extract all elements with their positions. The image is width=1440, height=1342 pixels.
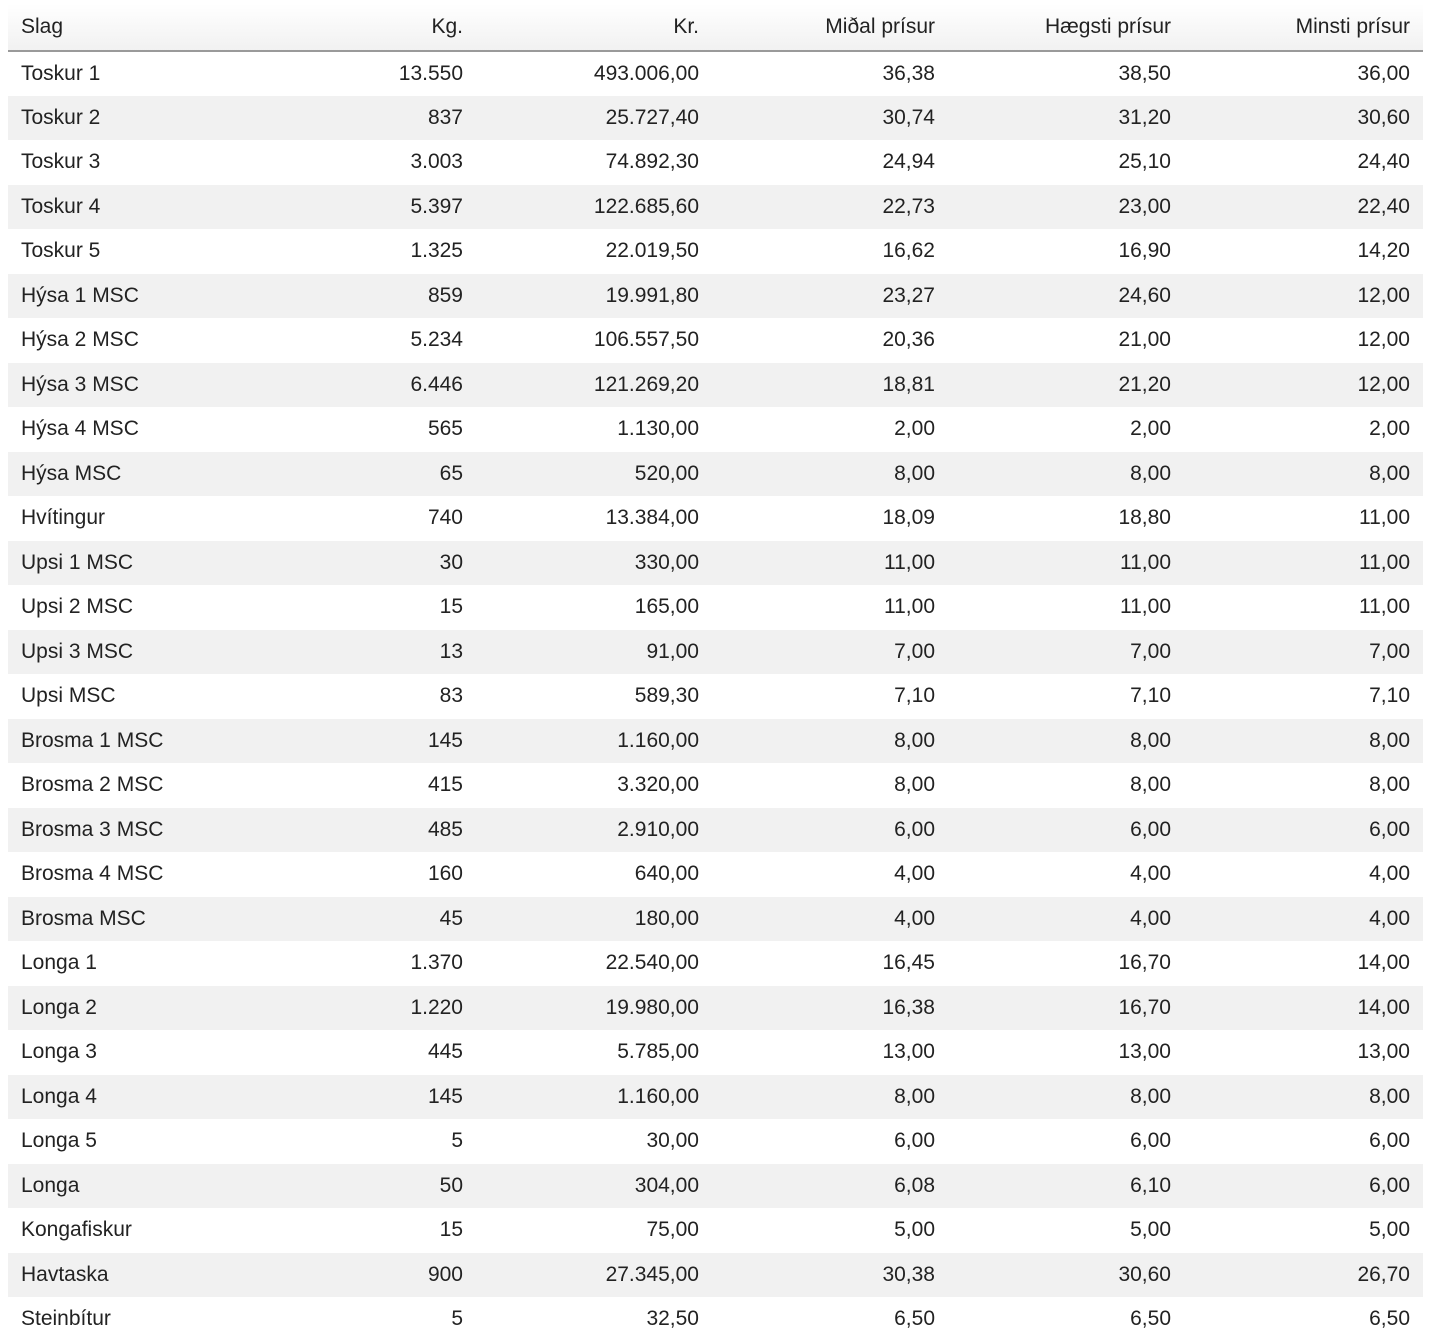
price-table — [8, 4, 1423, 1342]
column-header-slag[interactable]: Slag — [8, 4, 240, 51]
cell-slag: Kongafiskur — [21, 1218, 132, 1242]
cell-max-price: 11,00 — [1120, 595, 1171, 619]
table-row — [8, 274, 1423, 319]
cell-kr: 74.892,30 — [605, 150, 699, 174]
cell-slag: Brosma 3 MSC — [21, 817, 164, 841]
cell-min-price: 11,00 — [1359, 595, 1410, 619]
column-header-min-price[interactable]: Minsti prísur — [1184, 4, 1423, 51]
cell-avg-price: 16,45 — [882, 951, 935, 975]
cell-avg-price: 5,00 — [894, 1218, 935, 1242]
cell-slag: Upsi 2 MSC — [21, 595, 134, 619]
cell-max-price: 31,20 — [1118, 105, 1171, 129]
cell-avg-price: 36,38 — [882, 61, 935, 85]
cell-kr: 5.785,00 — [617, 1040, 699, 1064]
cell-max-price: 7,00 — [1130, 639, 1171, 663]
cell-kr: 180,00 — [634, 906, 699, 930]
cell-kr: 27.345,00 — [605, 1262, 699, 1286]
cell-kr: 122.685,60 — [593, 194, 699, 218]
cell-slag: Longa 2 — [21, 995, 97, 1019]
cell-kr: 493.006,00 — [593, 61, 699, 85]
cell-min-price: 2,00 — [1369, 417, 1410, 441]
cell-slag: Upsi MSC — [21, 684, 116, 708]
column-header-kg[interactable]: Kg. — [240, 4, 476, 51]
cell-slag: Upsi 1 MSC — [21, 550, 134, 574]
cell-max-price: 8,00 — [1130, 461, 1171, 485]
table-row — [8, 986, 1423, 1031]
table-row — [8, 808, 1423, 853]
table-row — [8, 1030, 1423, 1075]
cell-avg-price: 30,38 — [882, 1262, 935, 1286]
cell-slag: Hvítingur — [21, 506, 106, 530]
table-row — [8, 1253, 1423, 1298]
cell-kg: 5 — [451, 1307, 463, 1331]
table-row — [8, 452, 1423, 497]
cell-max-price: 38,50 — [1118, 61, 1171, 85]
cell-slag: Brosma MSC — [21, 906, 146, 930]
cell-slag: Longa 1 — [21, 951, 97, 975]
cell-slag: Toskur 1 — [21, 61, 101, 85]
table-header — [8, 4, 1423, 51]
cell-slag: Hýsa 3 MSC — [21, 372, 139, 396]
cell-slag: Hýsa MSC — [21, 461, 122, 485]
cell-avg-price: 30,74 — [882, 105, 935, 129]
cell-avg-price: 6,00 — [894, 1129, 935, 1153]
cell-max-price: 4,00 — [1130, 862, 1171, 886]
column-header-kr[interactable]: Kr. — [476, 4, 712, 51]
cell-max-price: 30,60 — [1118, 1262, 1171, 1286]
cell-max-price: 16,90 — [1118, 239, 1171, 263]
cell-kg: 145 — [427, 728, 463, 752]
cell-slag: Longa 3 — [21, 1040, 97, 1064]
cell-min-price: 11,00 — [1359, 506, 1410, 530]
table-row — [8, 897, 1423, 942]
cell-avg-price: 18,09 — [882, 506, 935, 530]
cell-kr: 1.130,00 — [617, 417, 699, 441]
cell-min-price: 12,00 — [1357, 283, 1410, 307]
cell-kr: 91,00 — [646, 639, 699, 663]
cell-kg: 50 — [439, 1173, 463, 1197]
table-row — [8, 1208, 1423, 1253]
table-row — [8, 363, 1423, 408]
cell-kr: 304,00 — [634, 1173, 699, 1197]
cell-max-price: 2,00 — [1130, 417, 1171, 441]
cell-max-price: 8,00 — [1130, 773, 1171, 797]
header-row — [8, 4, 1423, 51]
cell-slag: Hýsa 2 MSC — [21, 328, 139, 352]
cell-slag: Brosma 1 MSC — [21, 728, 164, 752]
cell-min-price: 14,20 — [1357, 239, 1410, 263]
table-row — [8, 719, 1423, 764]
cell-avg-price: 4,00 — [894, 862, 935, 886]
cell-avg-price: 18,81 — [882, 372, 935, 396]
cell-kg: 15 — [439, 1218, 463, 1242]
cell-kr: 19.991,80 — [605, 283, 699, 307]
cell-min-price: 6,00 — [1369, 1129, 1410, 1153]
cell-avg-price: 8,00 — [894, 728, 935, 752]
cell-min-price: 36,00 — [1357, 61, 1410, 85]
cell-kr: 330,00 — [634, 550, 699, 574]
cell-slag: Toskur 3 — [21, 150, 101, 174]
table-row — [8, 185, 1423, 230]
price-table-container — [8, 4, 1423, 1342]
cell-min-price: 8,00 — [1369, 773, 1410, 797]
cell-slag: Longa 4 — [21, 1084, 97, 1108]
cell-kr: 25.727,40 — [605, 105, 699, 129]
cell-min-price: 6,00 — [1369, 1173, 1410, 1197]
cell-max-price: 24,60 — [1118, 283, 1171, 307]
cell-avg-price: 11,00 — [884, 550, 935, 574]
table-row — [8, 229, 1423, 274]
cell-min-price: 24,40 — [1357, 150, 1410, 174]
column-header-max-price[interactable]: Hægsti prísur — [948, 4, 1184, 51]
cell-kg: 445 — [427, 1040, 463, 1064]
table-row — [8, 941, 1423, 986]
cell-kg: 1.220 — [410, 995, 463, 1019]
cell-avg-price: 7,10 — [894, 684, 935, 708]
cell-min-price: 5,00 — [1369, 1218, 1410, 1242]
cell-kr: 75,00 — [646, 1218, 699, 1242]
cell-max-price: 21,00 — [1118, 328, 1171, 352]
cell-min-price: 6,00 — [1369, 817, 1410, 841]
table-body — [8, 51, 1423, 1342]
cell-slag: Hýsa 1 MSC — [21, 283, 139, 307]
cell-kg: 1.370 — [410, 951, 463, 975]
cell-min-price: 4,00 — [1369, 862, 1410, 886]
cell-kg: 565 — [427, 417, 463, 441]
table-row — [8, 630, 1423, 675]
cell-slag: Longa 5 — [21, 1129, 97, 1153]
cell-kr: 1.160,00 — [617, 1084, 699, 1108]
cell-kg: 415 — [427, 773, 463, 797]
cell-slag: Upsi 3 MSC — [21, 639, 134, 663]
cell-kg: 13 — [439, 639, 463, 663]
table-row — [8, 1164, 1423, 1209]
cell-kr: 3.320,00 — [617, 773, 699, 797]
cell-kr: 19.980,00 — [605, 995, 699, 1019]
cell-max-price: 7,10 — [1130, 684, 1171, 708]
cell-min-price: 8,00 — [1369, 1084, 1410, 1108]
table-row — [8, 763, 1423, 808]
cell-min-price: 14,00 — [1357, 995, 1410, 1019]
cell-kr: 640,00 — [634, 862, 699, 886]
cell-avg-price: 22,73 — [882, 194, 935, 218]
cell-avg-price: 2,00 — [894, 417, 935, 441]
cell-avg-price: 16,62 — [882, 239, 935, 263]
cell-max-price: 5,00 — [1130, 1218, 1171, 1242]
table-row — [8, 852, 1423, 897]
table-row — [8, 51, 1423, 96]
cell-max-price: 6,50 — [1130, 1307, 1171, 1331]
table-row — [8, 1075, 1423, 1120]
cell-avg-price: 20,36 — [882, 328, 935, 352]
cell-kg: 65 — [439, 461, 463, 485]
cell-kg: 5.397 — [410, 194, 463, 218]
cell-slag: Toskur 5 — [21, 239, 101, 263]
cell-avg-price: 6,50 — [894, 1307, 935, 1331]
cell-max-price: 4,00 — [1130, 906, 1171, 930]
cell-max-price: 8,00 — [1130, 728, 1171, 752]
cell-avg-price: 7,00 — [894, 639, 935, 663]
cell-slag: Brosma 2 MSC — [21, 773, 164, 797]
cell-max-price: 21,20 — [1118, 372, 1171, 396]
cell-min-price: 6,50 — [1369, 1307, 1410, 1331]
cell-kg: 485 — [427, 817, 463, 841]
cell-min-price: 30,60 — [1357, 105, 1410, 129]
cell-min-price: 8,00 — [1369, 728, 1410, 752]
cell-kg: 5 — [451, 1129, 463, 1153]
cell-kg: 1.325 — [410, 239, 463, 263]
cell-kg: 30 — [439, 550, 463, 574]
cell-kr: 22.019,50 — [605, 239, 699, 263]
cell-avg-price: 23,27 — [882, 283, 935, 307]
cell-kr: 30,00 — [646, 1129, 699, 1153]
cell-avg-price: 8,00 — [894, 461, 935, 485]
cell-slag: Toskur 4 — [21, 194, 101, 218]
cell-kg: 6.446 — [410, 372, 463, 396]
cell-max-price: 11,00 — [1120, 550, 1171, 574]
cell-max-price: 18,80 — [1118, 506, 1171, 530]
cell-avg-price: 8,00 — [894, 773, 935, 797]
table-row — [8, 318, 1423, 363]
cell-min-price: 22,40 — [1357, 194, 1410, 218]
cell-slag: Brosma 4 MSC — [21, 862, 164, 886]
cell-max-price: 16,70 — [1118, 951, 1171, 975]
cell-min-price: 11,00 — [1359, 550, 1410, 574]
cell-min-price: 7,00 — [1369, 639, 1410, 663]
cell-avg-price: 4,00 — [894, 906, 935, 930]
cell-slag: Hýsa 4 MSC — [21, 417, 139, 441]
cell-min-price: 12,00 — [1357, 328, 1410, 352]
cell-kg: 13.550 — [398, 61, 463, 85]
table-row — [8, 541, 1423, 586]
cell-kg: 740 — [427, 506, 463, 530]
cell-min-price: 12,00 — [1357, 372, 1410, 396]
cell-avg-price: 6,08 — [894, 1173, 935, 1197]
cell-avg-price: 16,38 — [882, 995, 935, 1019]
cell-min-price: 14,00 — [1357, 951, 1410, 975]
cell-kr: 520,00 — [634, 461, 699, 485]
cell-kg: 83 — [439, 684, 463, 708]
cell-kg: 15 — [439, 595, 463, 619]
cell-kg: 45 — [439, 906, 463, 930]
cell-kr: 32,50 — [646, 1307, 699, 1331]
cell-slag: Steinbítur — [21, 1307, 111, 1331]
table-row — [8, 407, 1423, 452]
cell-min-price: 26,70 — [1357, 1262, 1410, 1286]
cell-min-price: 8,00 — [1369, 461, 1410, 485]
cell-kr: 106.557,50 — [593, 328, 699, 352]
cell-kr: 1.160,00 — [617, 728, 699, 752]
cell-kr: 165,00 — [634, 595, 699, 619]
cell-max-price: 8,00 — [1130, 1084, 1171, 1108]
cell-avg-price: 11,00 — [884, 595, 935, 619]
table-row — [8, 1119, 1423, 1164]
cell-min-price: 13,00 — [1357, 1040, 1410, 1064]
cell-slag: Havtaska — [21, 1262, 109, 1286]
cell-kg: 3.003 — [410, 150, 463, 174]
cell-avg-price: 6,00 — [894, 817, 935, 841]
cell-max-price: 6,00 — [1130, 1129, 1171, 1153]
cell-max-price: 23,00 — [1118, 194, 1171, 218]
cell-kr: 121.269,20 — [593, 372, 699, 396]
table-row — [8, 96, 1423, 141]
column-header-avg-price[interactable]: Miðal prísur — [712, 4, 948, 51]
table-row — [8, 1297, 1423, 1342]
cell-avg-price: 24,94 — [882, 150, 935, 174]
cell-max-price: 6,10 — [1130, 1173, 1171, 1197]
cell-kg: 5.234 — [410, 328, 463, 352]
cell-kg: 145 — [427, 1084, 463, 1108]
table-row — [8, 674, 1423, 719]
cell-slag: Toskur 2 — [21, 105, 101, 129]
cell-max-price: 25,10 — [1118, 150, 1171, 174]
cell-max-price: 13,00 — [1118, 1040, 1171, 1064]
cell-kr: 589,30 — [634, 684, 699, 708]
cell-min-price: 7,10 — [1369, 684, 1410, 708]
cell-avg-price: 13,00 — [882, 1040, 935, 1064]
cell-slag: Longa — [21, 1173, 80, 1197]
cell-kg: 900 — [427, 1262, 463, 1286]
cell-min-price: 4,00 — [1369, 906, 1410, 930]
table-row — [8, 496, 1423, 541]
cell-kr: 22.540,00 — [605, 951, 699, 975]
cell-kr: 13.384,00 — [605, 506, 699, 530]
cell-max-price: 6,00 — [1130, 817, 1171, 841]
table-row — [8, 585, 1423, 630]
cell-kg: 837 — [427, 105, 463, 129]
cell-kg: 160 — [427, 862, 463, 886]
table-row — [8, 140, 1423, 185]
cell-kr: 2.910,00 — [617, 817, 699, 841]
cell-avg-price: 8,00 — [894, 1084, 935, 1108]
cell-kg: 859 — [427, 283, 463, 307]
cell-max-price: 16,70 — [1118, 995, 1171, 1019]
